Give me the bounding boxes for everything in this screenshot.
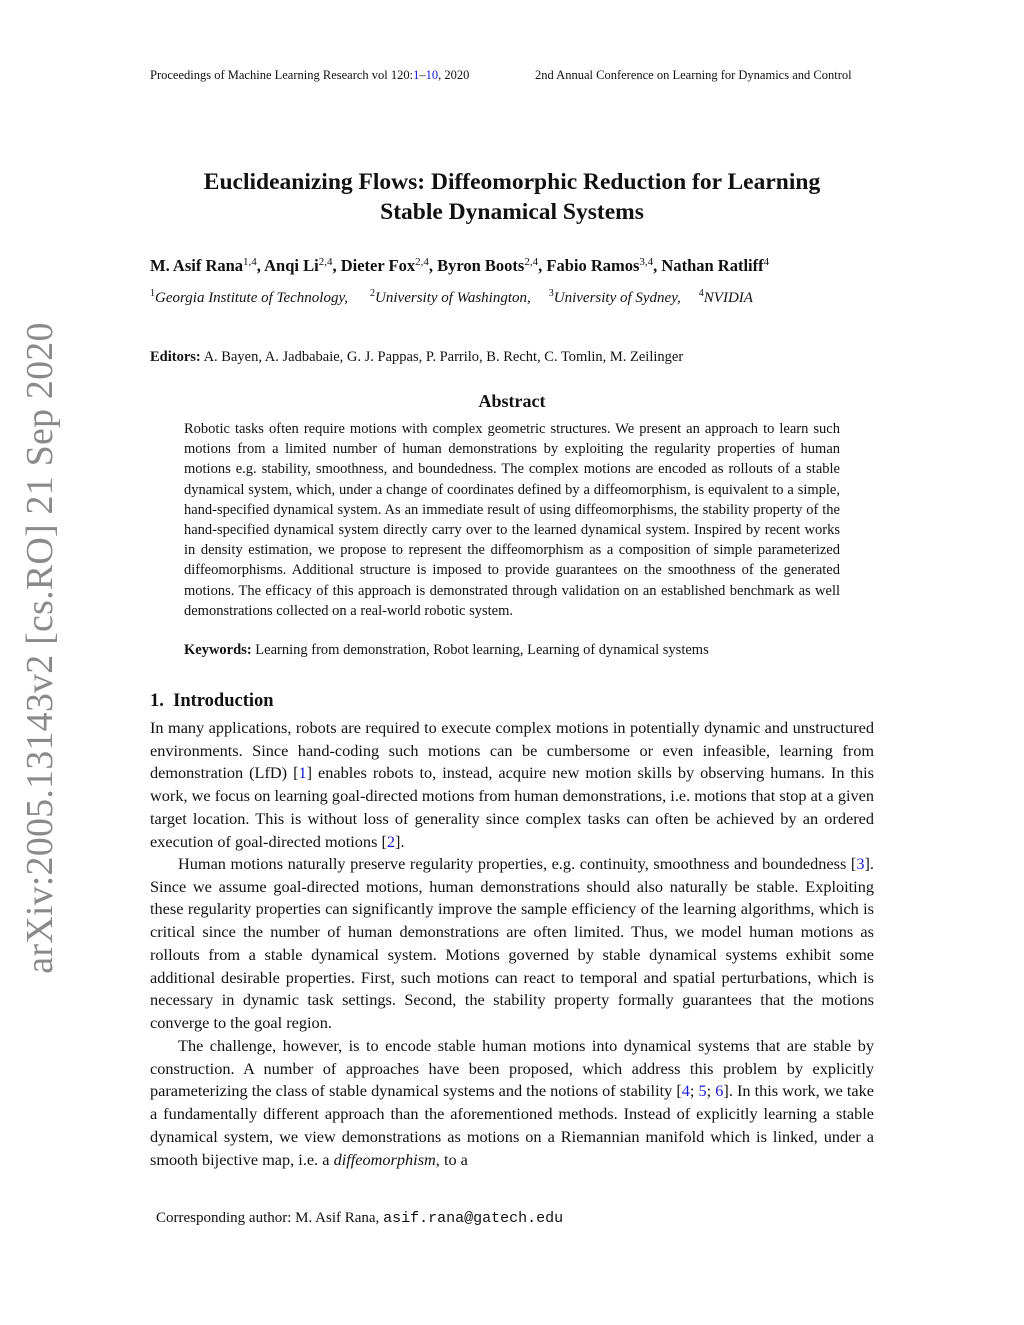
corresponding-author-footnote (156, 1210, 563, 1227)
header-year: , 2020 (438, 68, 470, 82)
keywords-label: Keywords: (184, 642, 252, 658)
title-line-1: Euclideanizing Flows: Diffeomorphic Reduction for Learning (203, 169, 821, 195)
running-header-left (150, 68, 469, 83)
citation-link[interactable]: 6 (715, 1081, 724, 1101)
intro-paragraph-2: Human motions naturally preserve regularity properties, e.g. continuity, smoothness and boundedness [3]. Since we assume goal-directed motions, human demonstrations should also naturally be stable. Exploiting these regularity properties can significantly improve the sample efficiency of the learning algorithms, which is critical since the number of human demonstrations are often limited. Thus, we model human motions as rollouts from a stable dynamical system. Motions governed by stable dynamical systems exhibit some additional desirable properties. First, such motions can react to temporal and spatial perturbations, which is necessary in dynamic task settings. Second, the stability property formally guarantees that the motions converge to the goal region. (150, 854, 874, 1032)
author-email-link[interactable]: asif.rana@gatech.edu (383, 1210, 564, 1227)
header-page-link-start[interactable]: 1 (413, 68, 420, 82)
arxiv-stamp-text: arXiv:2005.13143v2 [cs.RO] 21 Sep 2020 (19, 322, 61, 974)
affiliation: $^3$University of Sydney, (548, 288, 681, 306)
author: M. Asif Rana$^{1,4}$, (150, 256, 265, 275)
editors-label: Editors: (150, 349, 201, 365)
intro-paragraph-3: The challenge, however, is to encode stable human motions into dynamical systems that are stable by construction. A number of approaches have been proposed, which address this problem by explicitly parameterizing the class of stable dynamical systems and the notions of stability [4; 5; 6]. In this work, we take a fundamentally different approach than the aforementioned methods. Instead of explicitly learning a stable dynamical system, we view demonstrations as motions on a Riemannian manifold which is linked, under a smooth bijective map, i.e. a diffeomorphism, to a (150, 1036, 874, 1169)
header-proceedings: Proceedings of Machine Learning Research vol 120: (150, 68, 414, 82)
editors-line (150, 349, 683, 366)
author: Nathan Ratliff$^4$ (661, 256, 770, 275)
header-page-link-end[interactable]: 10 (425, 68, 439, 82)
author: Fabio Ramos$^{3,4}$, (546, 256, 662, 275)
affiliation: $^1$Georgia Institute of Technology, (150, 288, 349, 306)
running-header-right: 2nd Annual Conference on Learning for Dynamics and Control (535, 68, 852, 82)
affiliation: $^2$University of Washington, (370, 288, 531, 306)
citation-link[interactable]: 1 (298, 763, 307, 783)
section-heading (150, 691, 274, 712)
emphasis-term: diffeomorphism (333, 1149, 436, 1169)
author: Dieter Fox$^{2,4}$, (340, 256, 438, 275)
author-list (150, 256, 769, 276)
author: Anqi Li$^{2,4}$, (264, 256, 341, 275)
citation-link[interactable]: 3 (856, 854, 865, 873)
abstract-text: Robotic tasks often require motions with complex geometric structures. We present an approach to learn such motions from a limited number of human demonstrations by exploiting the regularity properties of human motions e.g. stability, smoothness, and boundedness. The complex motions are encoded as rollouts of a stable dynamical system, which, under a change of coordinates defined by a diffeomorphism, is equivalent to a simple, hand-specified dynamical system. As an immediate result of using diffeomorphisms, the stability property of the hand-specified dynamical system directly carry over to the learned dynamical system. Inspired by recent works in density estimation, we propose to represent the diffeomorphism as a composition of simple parameterized diffeomorphisms. Additional structure is imposed to provide guarantees on the smoothness of the generated motions. The efficacy of this approach is demonstrated through validation on an established benchmark as well demonstrations collected on a real-world robotic system. (184, 421, 840, 619)
title-line-2: Stable Dynamical Systems (380, 199, 644, 225)
section-title: Introduction (173, 691, 274, 711)
citation-link[interactable]: 5 (698, 1081, 707, 1101)
footnote-label: Corresponding author: M. Asif Rana, (156, 1210, 384, 1226)
author: Byron Boots$^{2,4}$, (437, 256, 547, 275)
arxiv-stamp (8, 322, 72, 974)
paper-title (150, 167, 874, 227)
citation-link[interactable]: 4 (681, 1081, 690, 1101)
section-number: 1. (150, 691, 164, 711)
affiliation: $^4$NVIDIA (698, 288, 753, 306)
keywords-line (184, 642, 709, 659)
citation-link[interactable]: 2 (386, 831, 396, 851)
header-page-dash: – (419, 68, 426, 82)
editors-names: A. Bayen, A. Jadbabaie, G. J. Pappas, P. Parrilo, B. Recht, C. Tomlin, M. Zeilinger (203, 349, 684, 365)
affiliation-list (150, 290, 753, 307)
keywords-text: Learning from demonstration, Robot learning, Learning of dynamical systems (255, 642, 709, 658)
abstract-heading: Abstract (478, 391, 546, 411)
intro-paragraph-1: In many applications, robots are required to execute complex motions in potentially dynamic and unstructured environments. Since hand-coding such motions can be cumbersome or even infeasible, learning from demonstration (LfD) [1] enables robots to, instead, acquire new motion skills by observing humans. In this work, we focus on learning goal-directed motions from human demonstrations, i.e. motions that stop at a given target location. This is without loss of generality since complex tasks can often be achieved by an ordered execution of goal-directed motions [2]. (150, 718, 875, 851)
